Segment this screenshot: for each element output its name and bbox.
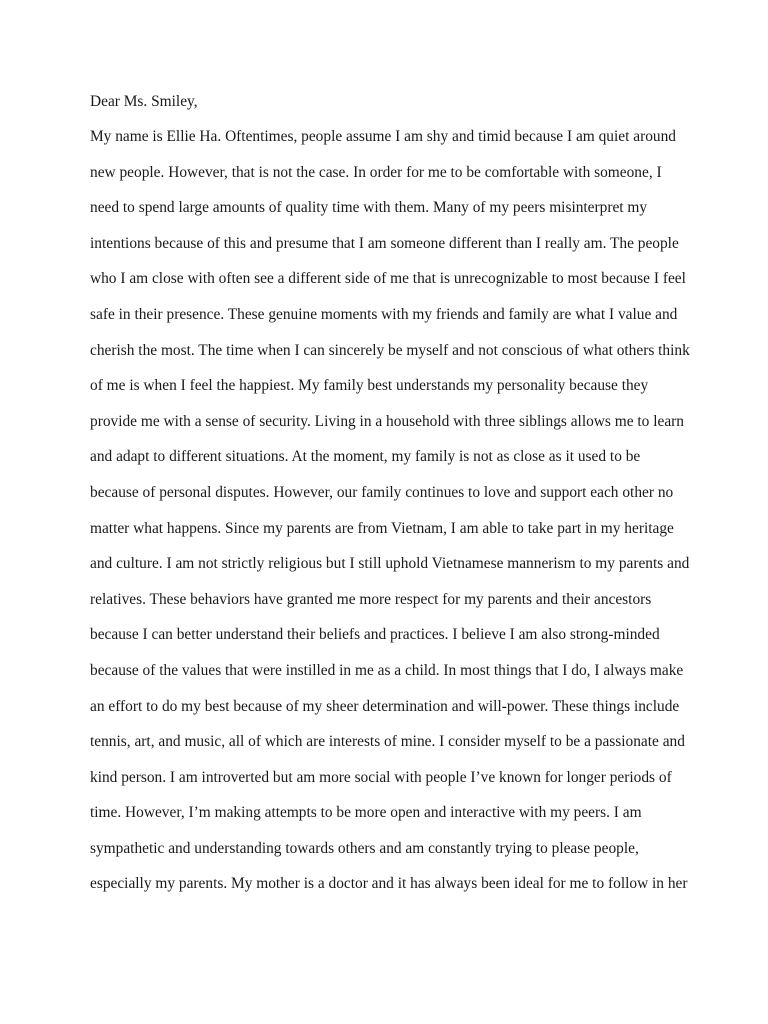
body-line: time. However, I’m making attempts to be more open and interactive with my peers. I am: [90, 804, 642, 822]
body-line: matter what happens. Since my parents are from Vietnam, I am able to take part in my heritage: [90, 519, 674, 537]
body-line: and adapt to different situations. At the moment, my family is not as close as it used to be: [90, 448, 641, 466]
body-line: cherish the most. The time when I can sincerely be myself and not conscious of what others think: [90, 341, 690, 359]
body-line: because of the values that were instilled in me as a child. In most things that I do, I always make: [90, 661, 684, 679]
body-line: especially my parents. My mother is a doctor and it has always been ideal for me to follow in her: [90, 875, 688, 893]
body-line: My name is Ellie Ha. Oftentimes, people assume I am shy and timid because I am quiet around: [90, 128, 676, 145]
body-line: sympathetic and understanding towards others and am constantly trying to please people,: [90, 839, 639, 857]
body-line: safe in their presence. These genuine moments with my friends and family are what I value and: [90, 305, 678, 323]
body-line: need to spend large amounts of quality time with them. Many of my peers misinterpret my: [90, 199, 648, 217]
body-line: intentions because of this and presume that I am someone different than I really am. The people: [90, 234, 679, 252]
body-line: kind person. I am introverted but am more social with people I’ve known for longer periods of: [90, 768, 672, 786]
body-line: who I am close with often see a different side of me that is unrecognizable to most because I feel: [90, 270, 686, 288]
body-line: because of personal disputes. However, our family continues to love and support each other no: [90, 483, 674, 501]
letter-salutation: Dear Ms. Smiley,: [90, 93, 198, 110]
body-line: of me is when I feel the happiest. My family best understands my personality because they: [90, 377, 649, 395]
body-line: an effort to do my best because of my sheer determination and will-power. These things include: [90, 697, 680, 715]
body-line: because I can better understand their beliefs and practices. I believe I am also strong-minded: [90, 626, 660, 644]
body-line: and culture. I am not strictly religious but I still uphold Vietnamese mannerism to my parents and: [90, 555, 690, 573]
body-line: provide me with a sense of security. Living in a household with three siblings allows me to learn: [90, 412, 684, 430]
body-line: new people. However, that is not the case. In order for me to be comfortable with someone, I: [90, 163, 662, 181]
letter-body: [90, 127, 690, 910]
body-line: relatives. These behaviors have granted me more respect for my parents and their ancestors: [90, 590, 652, 608]
body-line: tennis, art, and music, all of which are interests of mine. I consider myself to be a passionate and: [90, 733, 685, 751]
